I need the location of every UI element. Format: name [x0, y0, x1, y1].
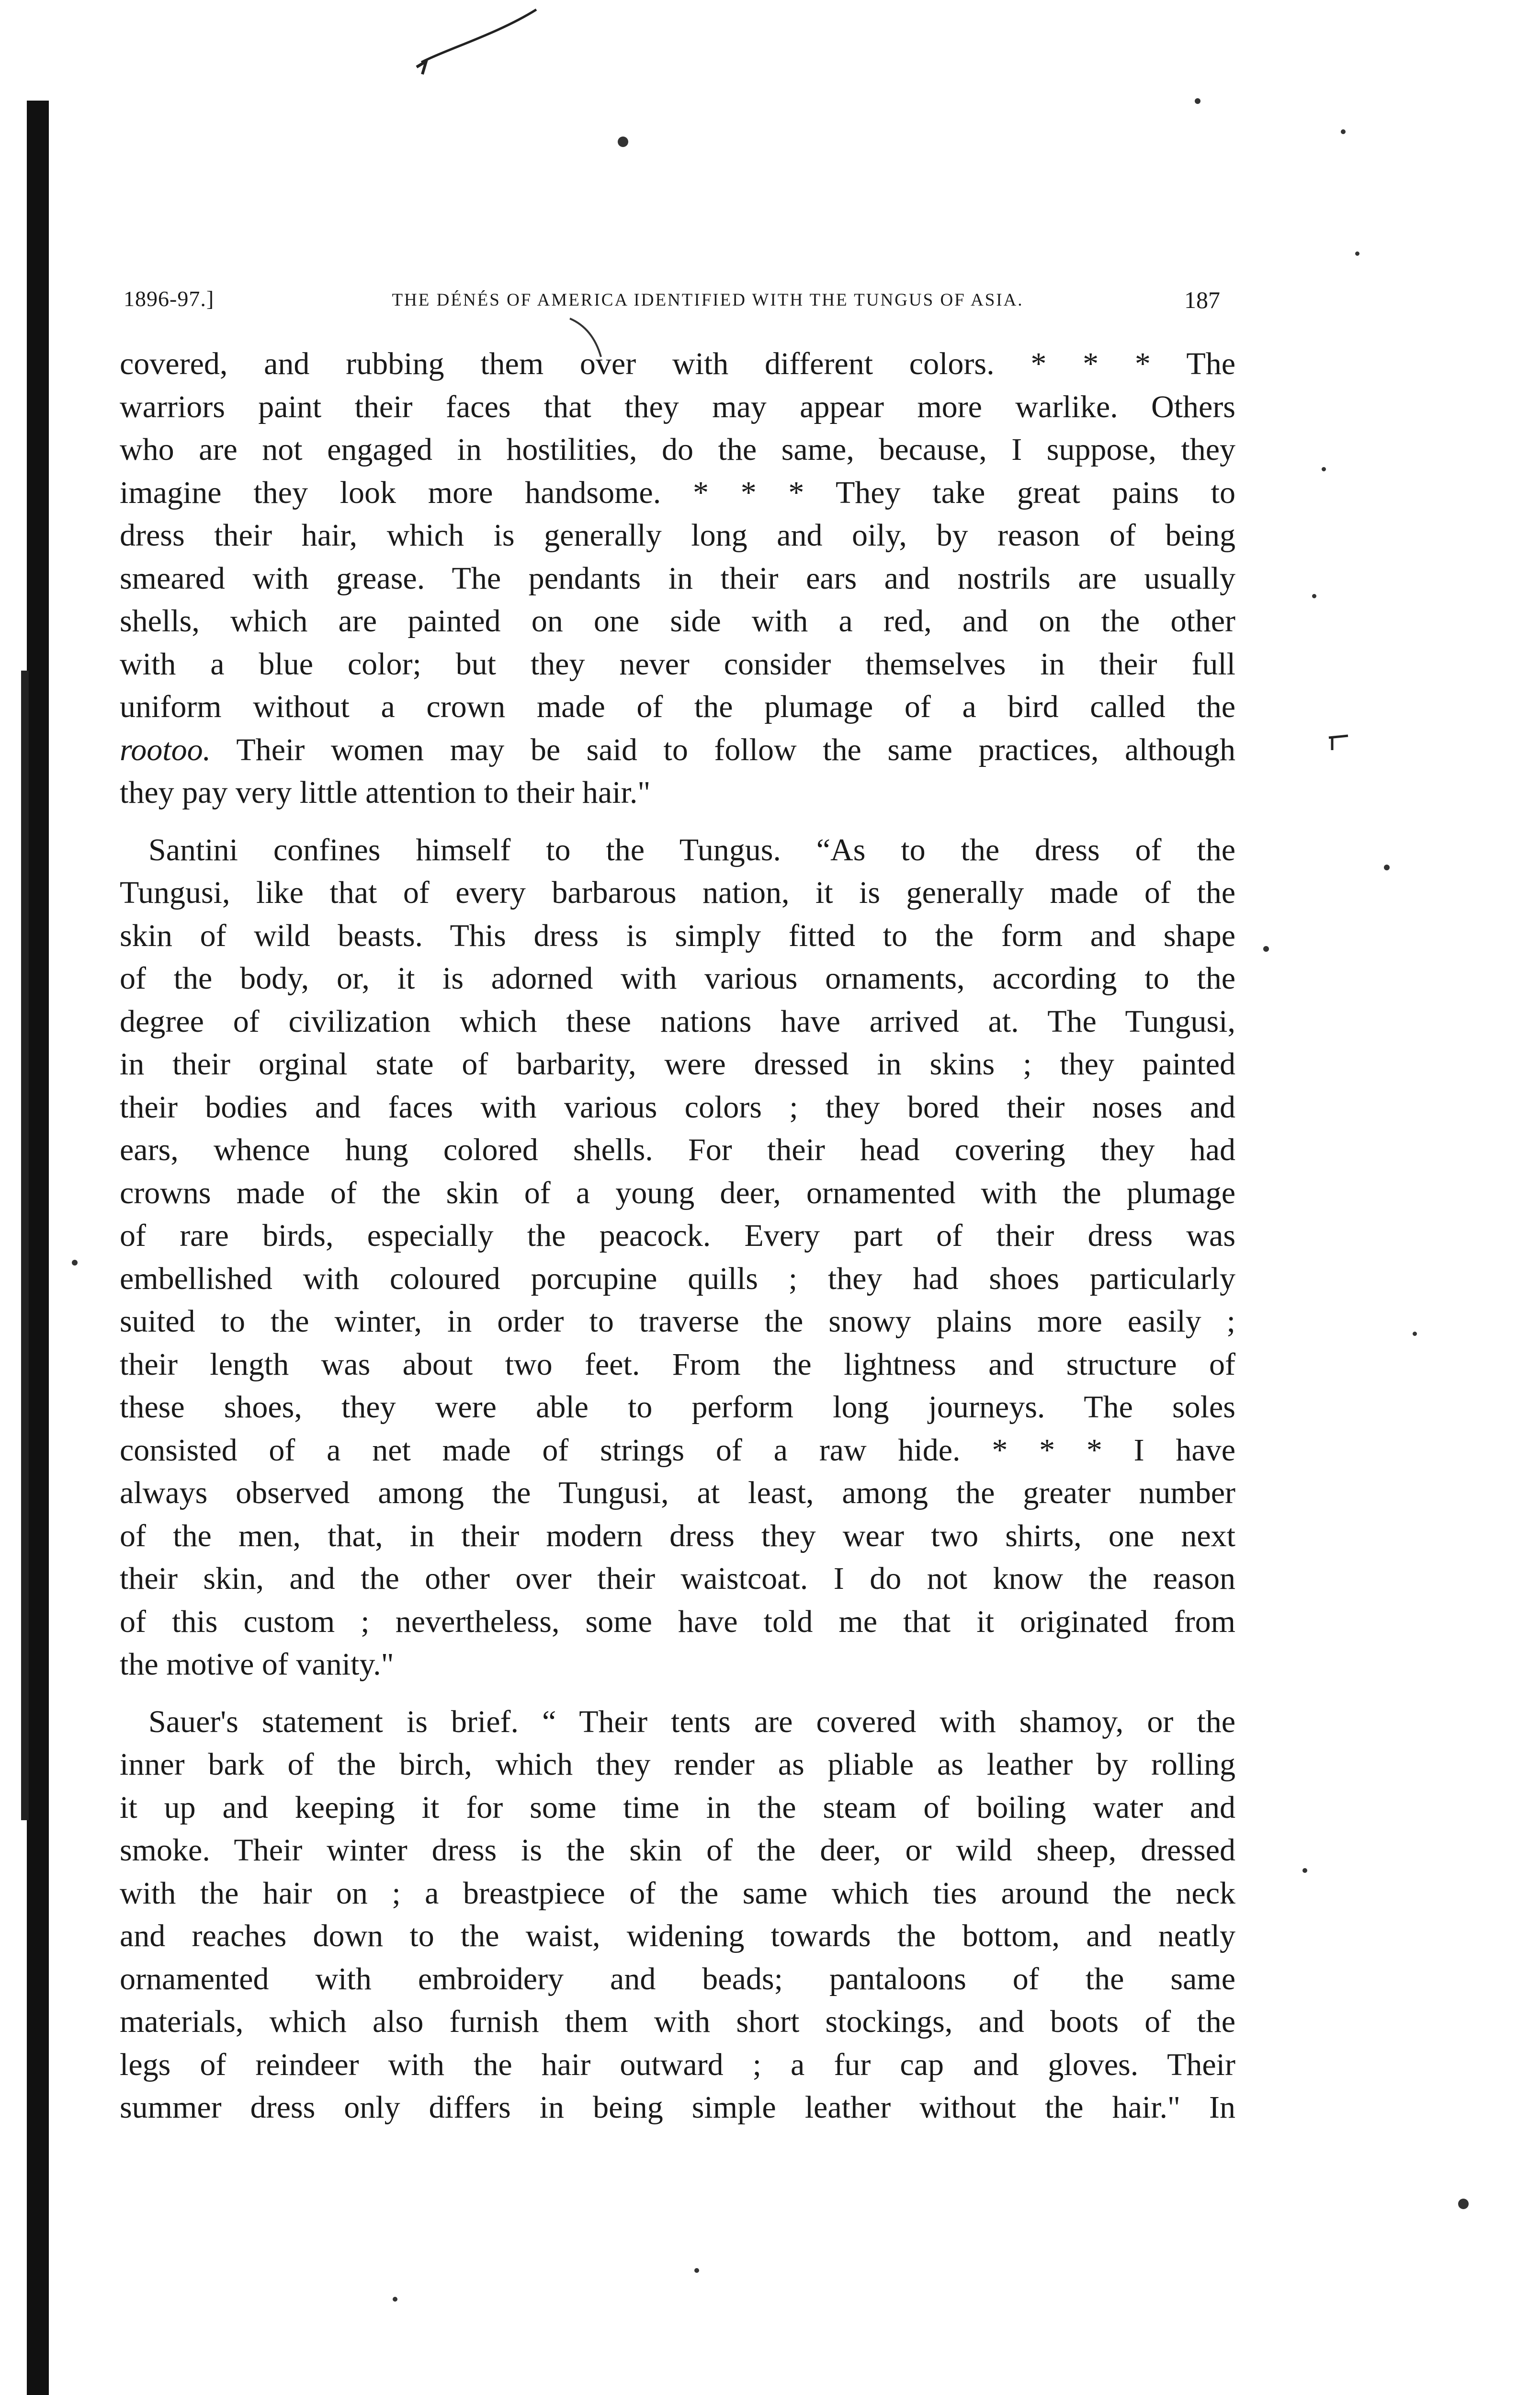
text-line: it up and keeping it for some time in the steam of boiling water and: [120, 1790, 1235, 1825]
text-line: crowns made of the skin of a young deer, ornamented with the plumage: [120, 1175, 1235, 1210]
text-line: and reaches down to the waist, widening towards the bottom, and neatly: [120, 1918, 1235, 1953]
text-line: of the body, or, it is adorned with various ornaments, according to the: [120, 961, 1235, 996]
text-line: warriors paint their faces that they may appear more warlike. Others: [120, 389, 1235, 424]
text-line: smeared with grease. The pendants in their ears and nostrils are usually: [120, 560, 1235, 596]
text-line: these shoes, they were able to perform long journeys. The soles: [120, 1390, 1235, 1425]
paragraph-1: [120, 342, 1235, 814]
text-line: the motive of vanity.": [120, 1647, 394, 1682]
text-line: inner bark of the birch, which they render as pliable as leather by rolling: [120, 1747, 1235, 1782]
text-line: with the hair on ; a breastpiece of the same which ties around the neck: [120, 1875, 1235, 1911]
text-line: their length was about two feet. From the lightness and structure of: [120, 1346, 1235, 1382]
scan-speck: [1302, 1868, 1307, 1873]
text-line: ornamented with embroidery and beads; pantaloons of the same: [120, 1961, 1235, 1996]
text-line-with-italic: [120, 729, 1235, 772]
text-line: they pay very little attention to their hair.": [120, 775, 651, 810]
binding-shadow: [27, 101, 49, 2395]
volume-years: 1896-97.]: [124, 286, 215, 311]
text-line: always observed among the Tungusi, at least, among the greater number: [120, 1475, 1235, 1510]
text-line: covered, and rubbing them over with different colors. * * * The: [120, 346, 1235, 381]
italic-word: rootoo.: [120, 732, 211, 767]
text-line: who are not engaged in hostilities, do the same, because, I suppose, they: [120, 432, 1235, 467]
body-text: [120, 342, 1235, 2129]
pencil-mark-top: [412, 5, 546, 77]
scan-speck: [1355, 251, 1359, 256]
text-line: summer dress only differs in being simple leather without the hair." In: [120, 2090, 1235, 2125]
running-title: THE DÉNÉS OF AMERICA IDENTIFIED WITH THE TUNGUS OF ASIA.: [392, 290, 1024, 310]
line-remainder: Their women may be said to follow the same practices, although: [211, 732, 1235, 767]
text-line: Sauer's statement is brief. “ Their tents are covered with shamoy, or the: [148, 1704, 1235, 1739]
scan-speck: [1195, 98, 1200, 104]
text-line: skin of wild beasts. This dress is simply fitted to the form and shape: [120, 918, 1235, 953]
paragraph-2: [120, 829, 1235, 1686]
scan-speck: [618, 137, 628, 147]
text-line: shells, which are painted on one side with a red, and on the other: [120, 604, 1235, 639]
text-line: suited to the winter, in order to traverse the snowy plains more easily ;: [120, 1304, 1235, 1339]
text-line: degree of civilization which these nations have arrived at. The Tungusi,: [120, 1004, 1235, 1039]
text-line: consisted of a net made of strings of a raw hide. * * * I have: [120, 1432, 1235, 1468]
text-line: with a blue color; but they never consider themselves in their full: [120, 646, 1235, 682]
text-line: Tungusi, like that of every barbarous nation, it is generally made of the: [120, 875, 1235, 910]
text-line: of this custom ; nevertheless, some have told me that it originated from: [120, 1604, 1235, 1639]
scan-speck: [72, 1260, 78, 1266]
text-line: materials, which also furnish them with short stockings, and boots of the: [120, 2004, 1235, 2039]
scan-speck: [1458, 2199, 1469, 2209]
scan-speck: [1322, 467, 1326, 471]
scan-speck: [393, 2297, 397, 2302]
text-line: of rare birds, especially the peacock. Every part of their dress was: [120, 1218, 1235, 1253]
text-line: imagine they look more handsome. * * * They take great pains to: [120, 475, 1235, 510]
text-line: their skin, and the other over their waistcoat. I do not know the reason: [120, 1561, 1235, 1596]
text-line: of the men, that, in their modern dress they wear two shirts, one next: [120, 1518, 1235, 1553]
text-line: their bodies and faces with various colors ; they bored their noses and: [120, 1089, 1235, 1125]
page-number: 187: [1184, 286, 1220, 313]
scan-speck: [1312, 594, 1316, 598]
text-line: ears, whence hung colored shells. For their head covering they had: [120, 1132, 1235, 1167]
text-line: dress their hair, which is generally long and oily, by reason of being: [120, 518, 1235, 553]
paragraph-3: [120, 1700, 1235, 2129]
text-line: legs of reindeer with the hair outward ; a fur cap and gloves. Their: [120, 2047, 1235, 2082]
text-line: embellished with coloured porcupine quills ; they had shoes particularly: [120, 1261, 1235, 1296]
text-line: Santini confines himself to the Tungus. “As to the dress of the: [148, 832, 1235, 867]
scan-speck: [694, 2268, 699, 2273]
text-line: in their orginal state of barbarity, were dressed in skins ; they painted: [120, 1047, 1235, 1082]
binding-shadow-inner: [21, 671, 29, 1820]
scan-speck: [1384, 865, 1390, 870]
scan-speck: [1413, 1332, 1417, 1336]
margin-mark: [1326, 733, 1350, 752]
text-line: uniform without a crown made of the plumage of a bird called the: [120, 689, 1235, 724]
scan-speck: [1341, 129, 1346, 134]
text-line: smoke. Their winter dress is the skin of the deer, or wild sheep, dressed: [120, 1833, 1235, 1868]
running-head: [124, 286, 1220, 324]
scan-speck: [1263, 946, 1269, 952]
